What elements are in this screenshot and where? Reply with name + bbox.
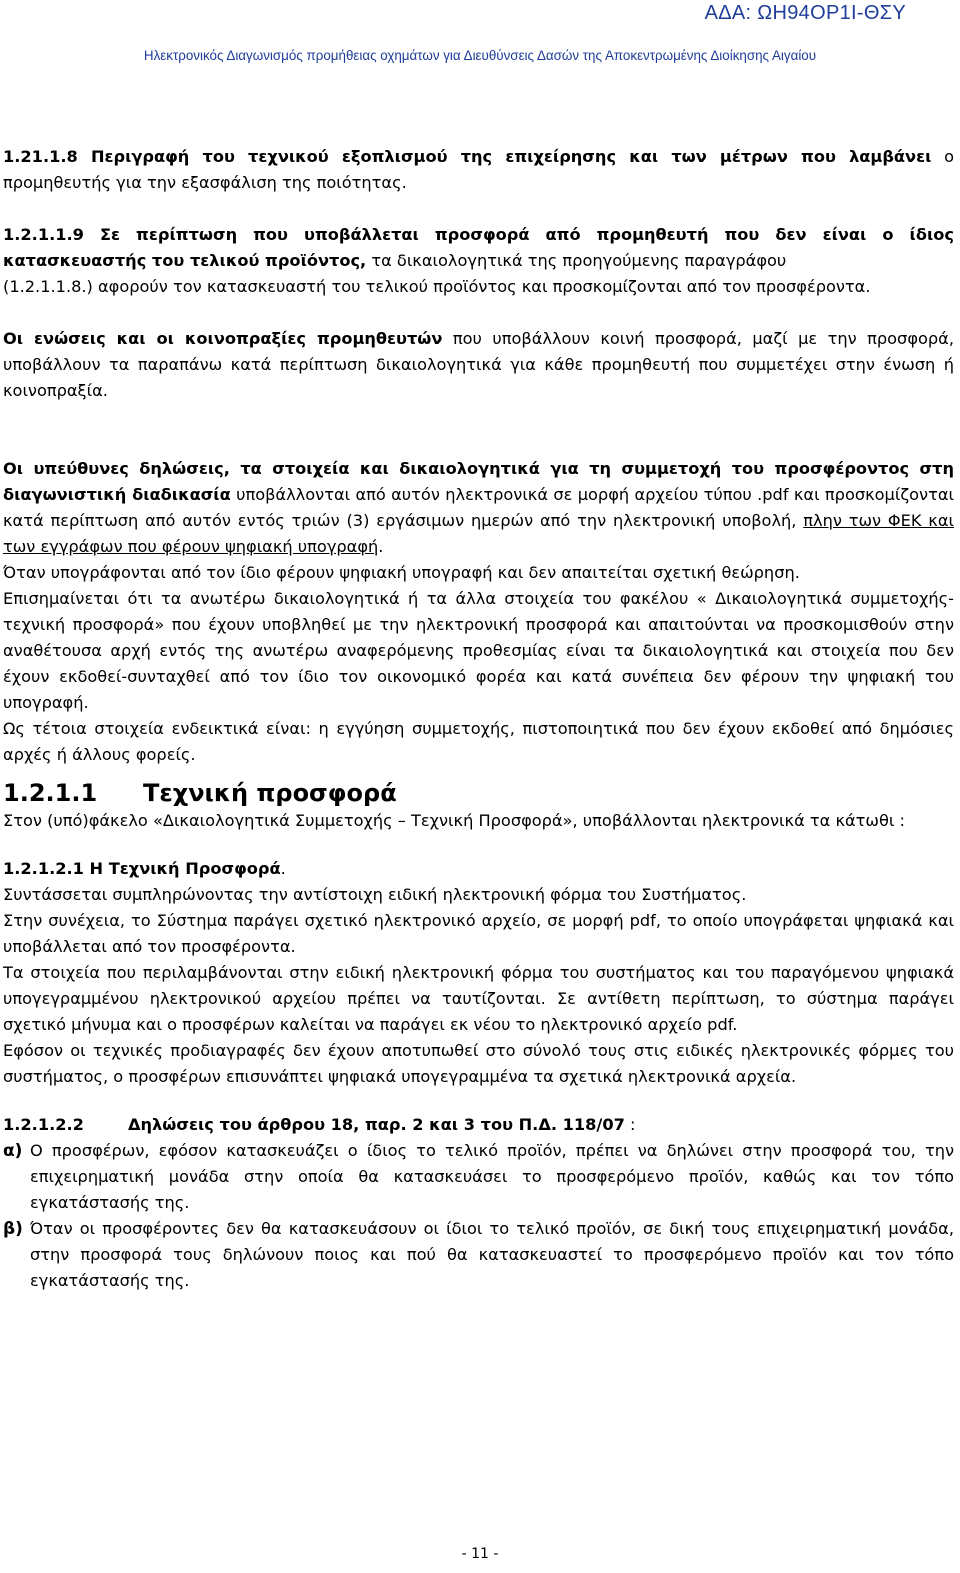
unions-paragraph bbox=[3, 326, 954, 404]
subsection-number: 1.2.1.2.2 bbox=[3, 1115, 84, 1134]
section-heading-technical bbox=[3, 778, 954, 808]
underlined-text: πλην των ΦΕΚ και των εγγράφων που φέρουν ψηφιακή υπογραφή bbox=[3, 511, 954, 556]
subsection-1-2-1-2-2 bbox=[3, 1112, 954, 1138]
ada-code: ΑΔΑ: ΩΗ94ΟΡ1Ι-ΘΣΥ bbox=[704, 2, 906, 24]
list-label: α) bbox=[3, 1141, 23, 1161]
heading-number: 1.2.1.1 bbox=[3, 779, 98, 807]
paragraph-text: αφορούν τον κατασκευαστή του τελικού προϊόντος και προσκομίζονται από τον προσφέροντα. bbox=[92, 277, 871, 296]
list-text: Ο προσφέρων, εφόσον κατασκευάζει ο ίδιος το τελικό προϊόν, πρέπει να δηλώνει στην προσφορά του, την επιχειρηματική μονάδα στην οποία θα κατασκευάσει το προσφερόμενο προϊόν, καθώς και τον τόπο εγκατάστασής της. bbox=[30, 1141, 954, 1212]
paragraph-text: ο προμηθευτής για την εξασφάλιση της ποιότητας. bbox=[3, 147, 954, 192]
period: . bbox=[280, 859, 286, 878]
technical-intro: Στον (υπό)φάκελο «Δικαιολογητικά Συμμετοχής – Τεχνική Προσφορά», υποβάλλονται ηλεκτρονικά τα κάτωθι : bbox=[3, 811, 905, 830]
list-label: β) bbox=[3, 1219, 23, 1239]
subsection-title: 1.2.1.2.1 Η Τεχνική Προσφορά bbox=[3, 859, 281, 878]
section-1-21-1-8 bbox=[3, 144, 954, 196]
tech-paragraph-4: Εφόσον οι τεχνικές προδιαγραφές δεν έχουν αποτυπωθεί στο σύνολό τους στις ειδικές ηλεκτρονικές φόρμες του συστήματος, ο προσφέρων επισυνάπτει ψηφιακά υπογεγραμμένα τα σχετικά ηλεκτρονικά αρχεία. bbox=[3, 1041, 954, 1086]
document-body bbox=[3, 144, 954, 1294]
list-item-b bbox=[3, 1216, 954, 1294]
spacer bbox=[3, 300, 954, 326]
subsection-title: Δηλώσεις του άρθρου 18, παρ. 2 και 3 του Π.Δ. 118/07 bbox=[128, 1115, 625, 1134]
examples-paragraph: Ως τέτοια στοιχεία ενδεικτικά είναι: η εγγύηση συμμετοχής, πιστοποιητικά που δεν έχουν εκδοθεί από δημόσιες αρχές ή άλλους φορείς. bbox=[3, 719, 954, 764]
paragraph-text: υποβάλλονται από αυτόν ηλεκτρονικά σε μορφή αρχείου τύπου .pdf και προσκομίζονται κατά περίπτωση από αυτόν εντός τριών (3) εργάσιμων ημερών από την ηλεκτρονική υποβολή, bbox=[3, 485, 954, 530]
paragraph-text: τα δικαιολογητικά της προηγούμενης παραγράφου bbox=[366, 251, 787, 270]
notice-paragraph: Επισημαίνεται ότι τα ανωτέρω δικαιολογητικά ή τα άλλα στοιχεία του φακέλου « Δικαιολογητικά συμμετοχής-τεχνική προσφορά» που έχουν υποβληθεί με την ηλεκτρονική προσφορά και απαιτούνται να προσκομισθούν στην αναθέτουσα αρχή εντός της ανωτέρω αναφερόμενης προθεσμίας είναι τα δικαιολογητικά και στοιχεία που δεν έχουν εκδοθεί-συνταχθεί από τον ίδιο τον οικονομικό φορέα και κατά συνέπεια δεν φέρουν την ψηφιακή του υπογραφή. bbox=[3, 589, 954, 712]
signature-paragraph: Όταν υπογράφονται από τον ίδιο φέρουν ψηφιακή υπογραφή και δεν απαιτείται σχετική θεώρηση. bbox=[3, 563, 800, 582]
list-item-a bbox=[3, 1138, 954, 1216]
declarations-paragraph bbox=[3, 456, 954, 560]
running-header: Ηλεκτρονικός Διαγωνισμός προμήθειας οχημάτων για Διευθύνσεις Δασών της Αποκεντρωμένης Διοίκησης Αιγαίου bbox=[143, 48, 817, 63]
spacer bbox=[3, 196, 954, 222]
section-reference: (1.2.1.1.8.) bbox=[3, 277, 93, 296]
section-heading: 1.2.1.1.9 Σε περίπτωση που υποβάλλεται προσφορά από προμηθευτή που δεν είναι ο ίδιος κατασκευαστής του τελικού προϊόντος, bbox=[3, 225, 954, 270]
section-heading: 1.21.1.8 Περιγραφή του τεχνικού εξοπλισμού της επιχείρησης και των μέτρων που λαμβάνει bbox=[3, 147, 932, 166]
bold-lead: Οι ενώσεις και οι κοινοπραξίες προμηθευτών bbox=[3, 329, 443, 348]
spacer bbox=[3, 430, 954, 456]
subsection-1-2-1-2-1 bbox=[3, 856, 954, 882]
tech-paragraph-2: Στην συνέχεια, το Σύστημα παράγει σχετικό ηλεκτρονικό αρχείο, σε μορφή pdf, το οποίο υπογράφεται ψηφιακά και υποβάλλεται από τον προσφέροντα. bbox=[3, 911, 954, 956]
heading-title: Τεχνική προσφορά bbox=[143, 779, 397, 807]
spacer bbox=[3, 834, 954, 856]
page-number: - 11 - bbox=[461, 1546, 499, 1562]
period: . bbox=[378, 537, 384, 556]
section-1-2-1-1-9 bbox=[3, 222, 954, 300]
spacer bbox=[3, 1090, 954, 1112]
paragraph-text: που υποβάλλουν κοινή προσφορά, μαζί με την προσφορά, υποβάλλουν τα παραπάνω κατά περίπτωση δικαιολογητικά για κάθε προμηθευτή που συμμετέχει στην ένωση ή κοινοπραξία. bbox=[3, 329, 954, 400]
tech-paragraph-3: Τα στοιχεία που περιλαμβάνονται στην ειδική ηλεκτρονική φόρμα του συστήματος και του παραγόμενου ψηφιακά υπογεγραμμένου ηλεκτρονικού αρχείου πρέπει να ταυτίζονται. Σε αντίθετη περίπτωση, το σύστημα παράγει σχετικό μήνυμα και ο προσφέρων καλείται να παράγει εκ νέου το ηλεκτρονικό αρχείο pdf. bbox=[3, 963, 954, 1034]
spacer bbox=[3, 404, 954, 430]
tech-paragraph-1: Συντάσσεται συμπληρώνοντας την αντίστοιχη ειδική ηλεκτρονική φόρμα του Συστήματος. bbox=[3, 885, 747, 904]
bold-lead: Οι υπεύθυνες δηλώσεις, τα στοιχεία και δικαιολογητικά για τη συμμετοχή του προσφέροντος στη διαγωνιστική διαδικασία bbox=[3, 459, 954, 504]
colon: : bbox=[624, 1115, 636, 1134]
list-text: Όταν οι προσφέροντες δεν θα κατασκευάσουν οι ίδιοι το τελικό προϊόν, σε δική τους επιχειρηματική μονάδα, στην προσφορά τους δηλώνουν ποιος και πού θα κατασκευαστεί το προσφερόμενο προϊόν και τον τόπο εγκατάστασής της. bbox=[30, 1219, 954, 1290]
